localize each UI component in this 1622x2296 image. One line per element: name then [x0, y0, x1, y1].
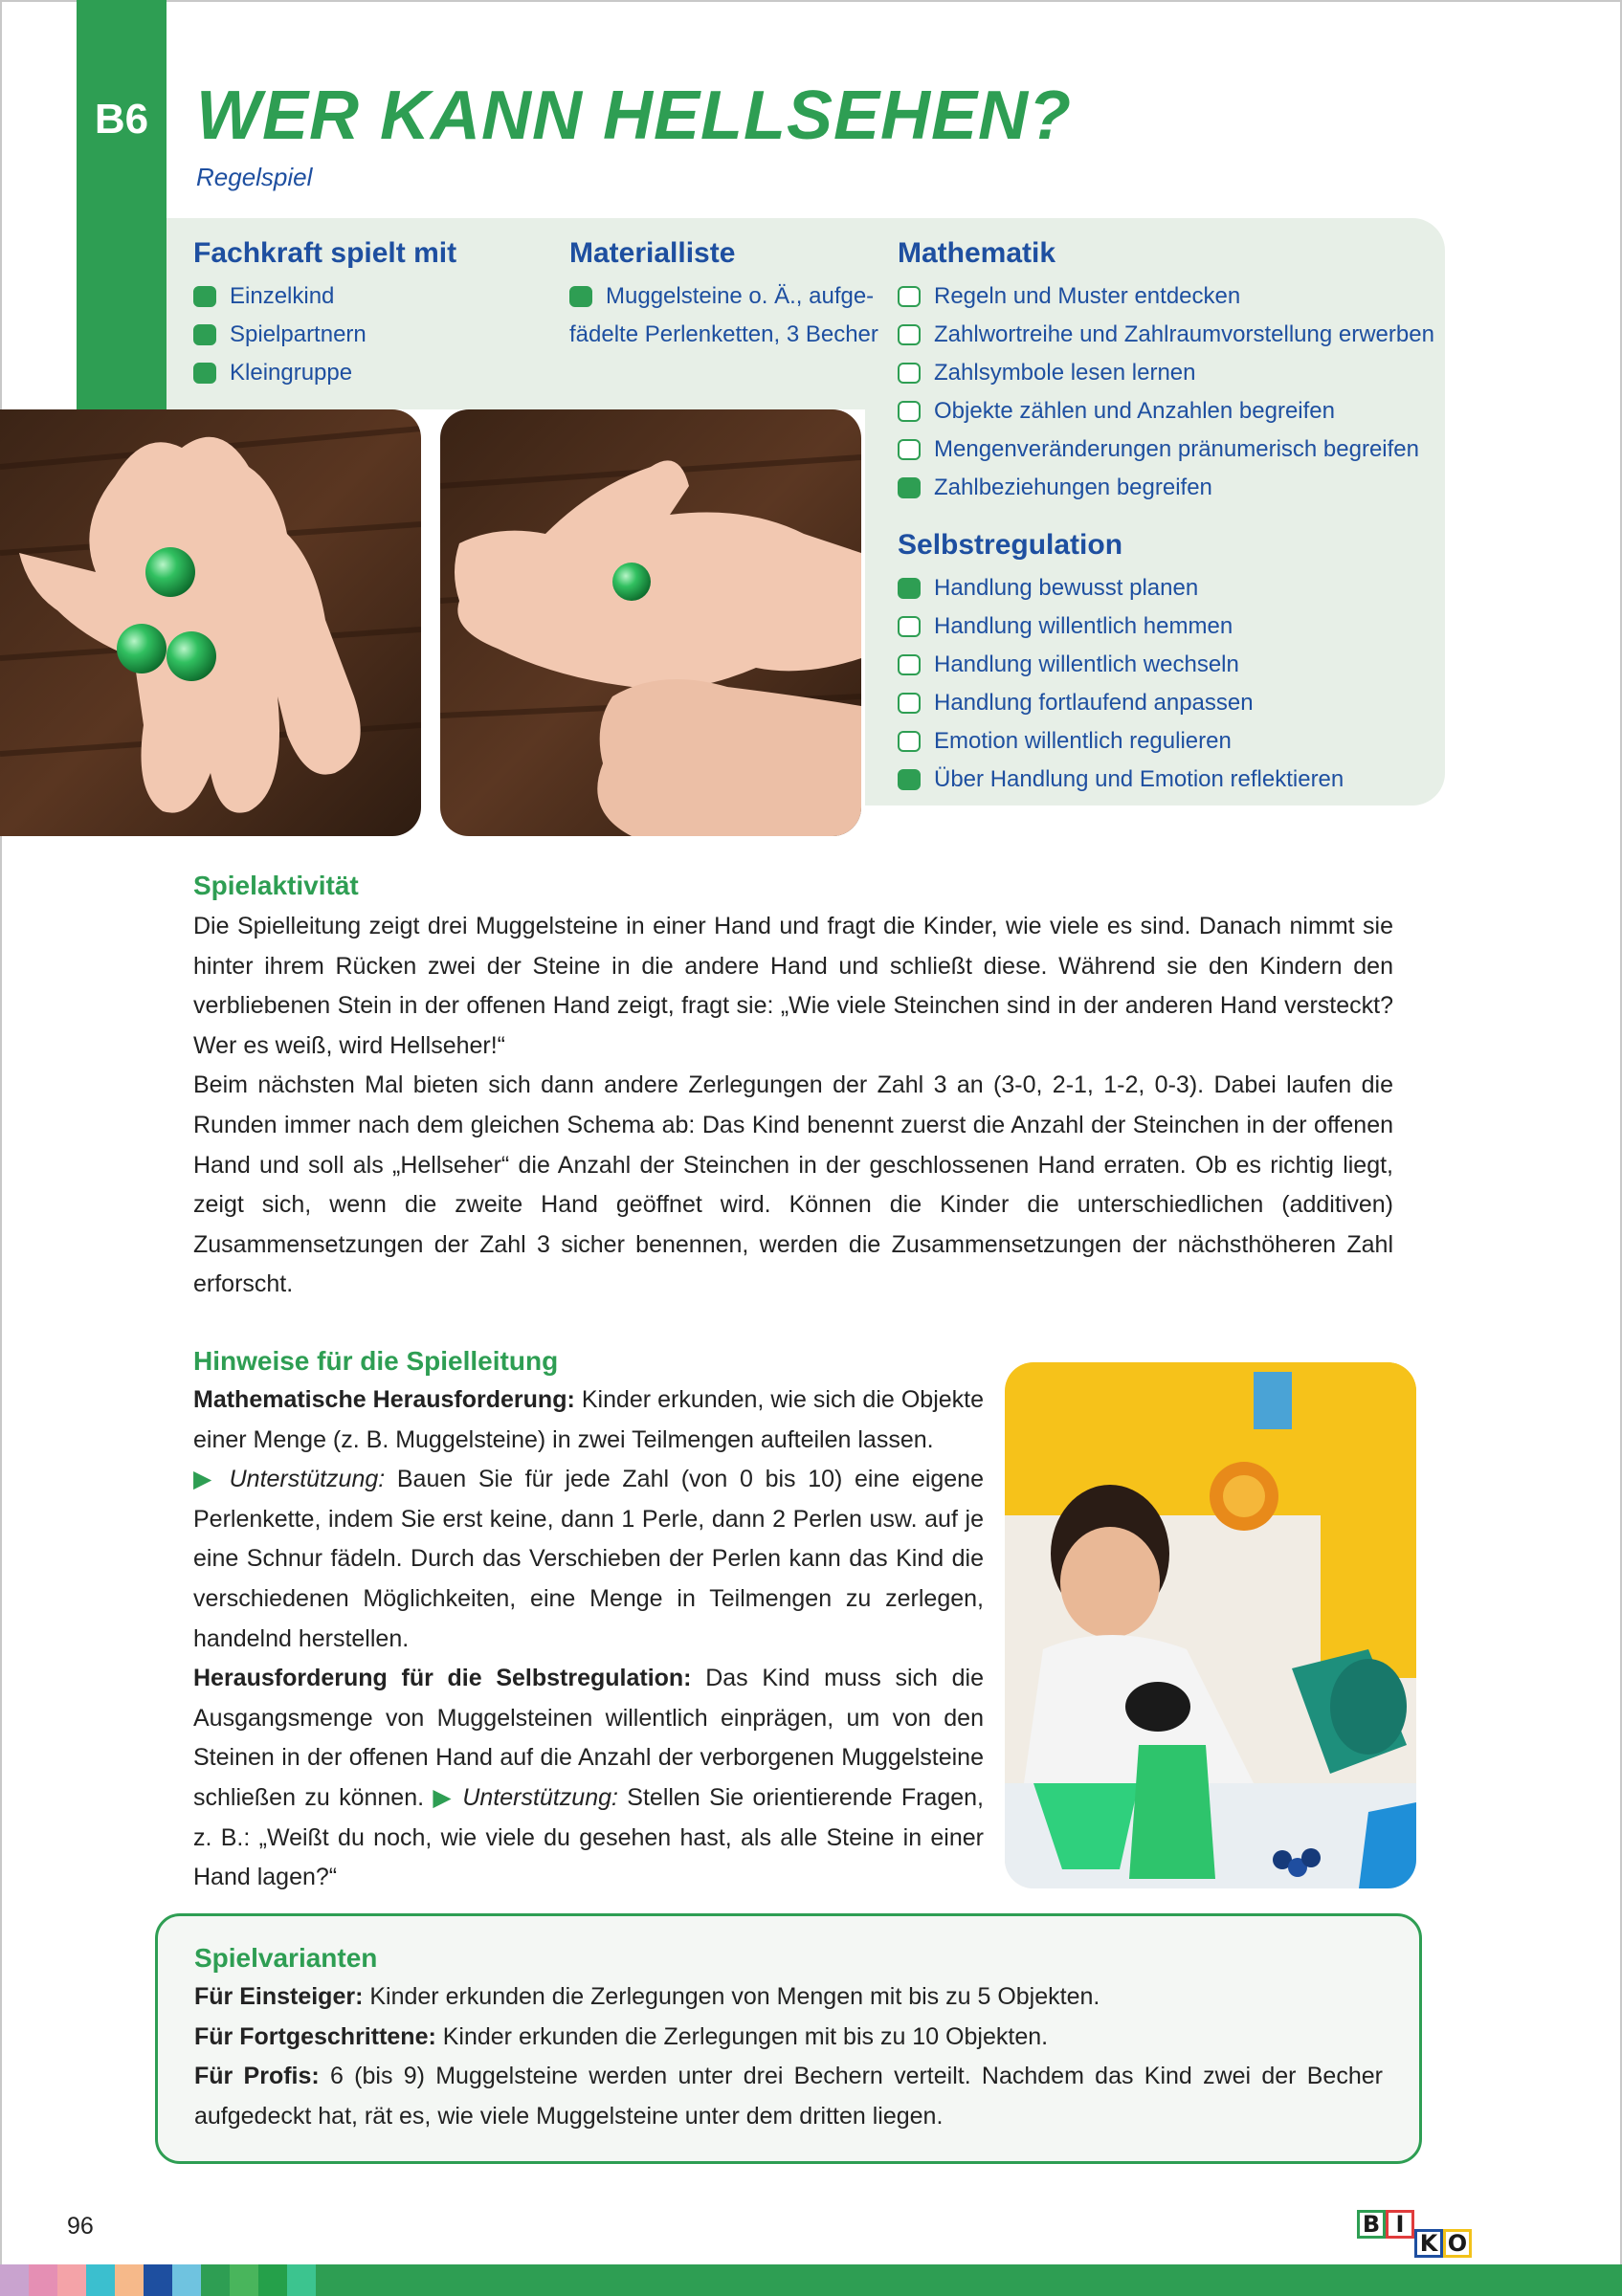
list-item — [193, 354, 456, 392]
variant-text: Kinder erkunden die Zerlegungen mit bis zu 10 Objekten. — [435, 2022, 1049, 2050]
hinweise-paragraph-self — [193, 1659, 984, 1898]
footer-swatch — [86, 2264, 115, 2296]
list-item — [569, 277, 878, 316]
fachkraft-heading: Fachkraft spielt mit — [193, 237, 457, 269]
checkbox-icon — [193, 286, 216, 307]
checkbox-icon — [898, 439, 921, 460]
material-continuation: fädelte Perlenketten, 3 Becher — [569, 321, 878, 347]
mathematik-list — [898, 277, 1434, 507]
selbstregulation-column — [898, 529, 1344, 799]
footer-swatch — [115, 2264, 144, 2296]
arrow-icon: ▶ — [193, 1466, 217, 1493]
material-list — [569, 277, 878, 316]
footer-swatch — [287, 2264, 316, 2296]
checkbox-icon — [898, 286, 921, 307]
chapter-tab-label: B6 — [94, 96, 149, 143]
support-text: Bauen Sie für jede Zahl (von 0 bis 10) eine eigene Perlenkette, indem Sie erst keine, dann 1 Perle, dann 2 Perlen usw. auf je eine Schnur fädeln. Durch das Verschieben der Perlen kann das Kind die verschiedenen Möglichkeiten, eine Menge in Teilmengen zu zerlegen, handelnd herstellen. — [193, 1466, 984, 1652]
self-label: Herausforderung für die Selbstregulation: — [193, 1665, 692, 1692]
mathematik-heading: Mathematik — [898, 237, 1056, 269]
list-item-label: Kleingruppe — [230, 360, 353, 386]
hinweise-heading: Hinweise für die Spielleitung — [193, 1346, 559, 1376]
spielaktivitaet-section — [193, 871, 1393, 1305]
spielaktivitaet-heading: Spielaktivität — [193, 871, 359, 900]
list-item — [898, 354, 1434, 392]
hinweise-section — [193, 1346, 984, 1898]
list-item — [898, 316, 1434, 354]
checkbox-icon — [569, 286, 592, 307]
list-item-label: Über Handlung und Emotion reflektieren — [934, 766, 1344, 792]
fachkraft-column — [193, 237, 456, 392]
variant-profis — [194, 2057, 1383, 2136]
photo-hand-one-marble — [440, 409, 861, 836]
arrow-icon: ▶ — [433, 1783, 455, 1811]
list-item-label: Spielpartnern — [230, 321, 367, 347]
checkbox-icon — [898, 363, 921, 384]
material-heading: Materialliste — [569, 237, 736, 269]
hinweise-paragraph-math — [193, 1380, 984, 1659]
variant-fortgeschrittene — [194, 2018, 1383, 2058]
mathematik-column — [898, 237, 1434, 507]
footer-swatch — [258, 2264, 287, 2296]
list-item-label: Handlung willentlich hemmen — [934, 613, 1233, 639]
page-title: WER KANN HELLSEHEN? — [196, 77, 1072, 154]
list-item — [898, 392, 1434, 430]
support-label: Unterstützung: — [229, 1466, 386, 1493]
variant-einsteiger — [194, 1977, 1383, 2018]
list-item-label: Handlung bewusst planen — [934, 575, 1199, 601]
list-item-label: Mengenveränderungen pränumerisch begreifen — [934, 436, 1419, 462]
footer-swatch — [57, 2264, 86, 2296]
footer-swatch — [201, 2264, 230, 2296]
logo-letter-i: I — [1386, 2210, 1414, 2239]
photo-hand-three-marbles — [0, 409, 421, 836]
footer-swatch — [230, 2264, 258, 2296]
footer-swatch — [172, 2264, 201, 2296]
logo-letter-k: K — [1414, 2229, 1443, 2258]
list-item — [898, 569, 1344, 607]
logo-letter-o: O — [1443, 2229, 1472, 2258]
math-text: Kinder erkunden, wie sich die Objekte einer Menge (z. B. Muggelsteine) in zwei Teilmengen aufteilen lassen. — [193, 1386, 984, 1453]
selbstregulation-list — [898, 569, 1344, 799]
list-item-label: Objekte zählen und Anzahlen begreifen — [934, 398, 1335, 424]
list-item — [193, 316, 456, 354]
math-label: Mathematische Herausforderung: — [193, 1386, 575, 1413]
checkbox-icon — [193, 363, 216, 384]
list-item-label: Handlung fortlaufend anpassen — [934, 690, 1254, 716]
fachkraft-list — [193, 277, 456, 392]
support2-text: Stellen Sie orientierende Fragen, z. B.: „Weißt du noch, wie viele du gesehen hast, als alle Steine in einer Hand lagen?“ — [193, 1783, 984, 1891]
variant-label: Für Profis: — [194, 2063, 320, 2090]
variant-label: Für Fortgeschrittene: — [194, 2022, 436, 2050]
spielvarianten-heading: Spielvarianten — [194, 1943, 378, 1973]
list-item-label: Handlung willentlich wechseln — [934, 651, 1239, 677]
biko-logo — [1357, 2208, 1479, 2258]
variant-text: Kinder erkunden die Zerlegungen von Mengen mit bis zu 5 Objekten. — [363, 1983, 1100, 2010]
checkbox-icon — [898, 769, 921, 790]
list-item — [898, 646, 1344, 684]
page-number: 96 — [67, 2213, 94, 2240]
list-item-label: Muggelsteine o. Ä., aufge- — [606, 283, 875, 309]
spielaktivitaet-paragraph-2: Beim nächsten Mal bieten sich dann andere Zerlegungen der Zahl 3 an (3-0, 2-1, 1-2, 0-3). Dabei laufen die Runden immer nach dem gleichen Schema ab: Das Kind benennt zuerst die Anzahl der Steinchen in der offenen Hand und soll als „Hellseher“ die Anzahl der Steinchen in der geschlossenen Hand erraten. Ob es richtig liegt, zeigt sich, wenn die zweite Hand geöffnet wird. Können die Kinder die unterschiedlichen (additiven) Zusammensetzungen der Zahl 3 sicher benennen, werden die Zusammensetzungen der nächsthöheren Zahl erforscht. — [193, 1071, 1393, 1298]
list-item-label: Regeln und Muster entdecken — [934, 283, 1241, 309]
variant-text: 6 (bis 9) Muggelsteine werden unter drei Bechern verteilt. Nachdem das Kind zwei der Becher aufgedeckt hat, rät es, wie viele Muggelsteine unter dem dritten liegen. — [194, 2063, 1383, 2130]
page-subtitle: Regelspiel — [196, 163, 313, 191]
selbstregulation-heading: Selbstregulation — [898, 529, 1123, 561]
spielaktivitaet-paragraph-1: Die Spielleitung zeigt drei Muggelsteine in einer Hand und fragt die Kinder, wie viele es sind. Danach nimmt sie hinter ihrem Rücken zwei der Steine in die andere Hand und schließt diese. Während sie den Kindern den verbliebenen Stein in der offenen Hand zeigt, fragt sie: „Wie viele Steinchen sind in der anderen Hand versteckt? Wer es weiß, wird Hellseher!“ — [193, 913, 1393, 1059]
list-item-label: Emotion willentlich regulieren — [934, 728, 1232, 754]
list-item — [898, 430, 1434, 469]
list-item-label: Zahlbeziehungen begreifen — [934, 475, 1212, 500]
checkbox-icon — [193, 324, 216, 345]
checkbox-icon — [898, 401, 921, 422]
chapter-tab — [77, 0, 167, 409]
list-item — [898, 277, 1434, 316]
list-item — [898, 607, 1344, 646]
list-item — [898, 722, 1344, 761]
footer-swatch — [0, 2264, 29, 2296]
checkbox-icon — [898, 324, 921, 345]
list-item-label: Zahlwortreihe und Zahlraumvorstellung erwerben — [934, 321, 1434, 347]
checkbox-icon — [898, 578, 921, 599]
checkbox-icon — [898, 693, 921, 714]
list-item — [898, 469, 1434, 507]
self-text: Das Kind muss sich die Ausgangsmenge von Muggelsteinen willentlich einprägen, um von den Steinen in der offenen Hand auf die Anzahl der verborgenen Muggelsteine schließen zu können. — [193, 1665, 984, 1811]
material-column — [569, 237, 878, 354]
checkbox-icon — [898, 654, 921, 675]
checkbox-icon — [898, 477, 921, 498]
spielvarianten-box — [155, 1913, 1422, 2164]
list-item-label: Zahlsymbole lesen lernen — [934, 360, 1196, 386]
footer-swatch — [144, 2264, 172, 2296]
list-item — [193, 277, 456, 316]
support2-label: Unterstützung: — [462, 1783, 618, 1811]
list-item-label: Einzelkind — [230, 283, 335, 309]
photo-child-with-cups — [1005, 1362, 1416, 1888]
checkbox-icon — [898, 731, 921, 752]
logo-letter-b: B — [1357, 2210, 1386, 2239]
list-item — [898, 684, 1344, 722]
footer-swatch — [29, 2264, 57, 2296]
list-item — [898, 761, 1344, 799]
variant-label: Für Einsteiger: — [194, 1983, 364, 2010]
checkbox-icon — [898, 616, 921, 637]
